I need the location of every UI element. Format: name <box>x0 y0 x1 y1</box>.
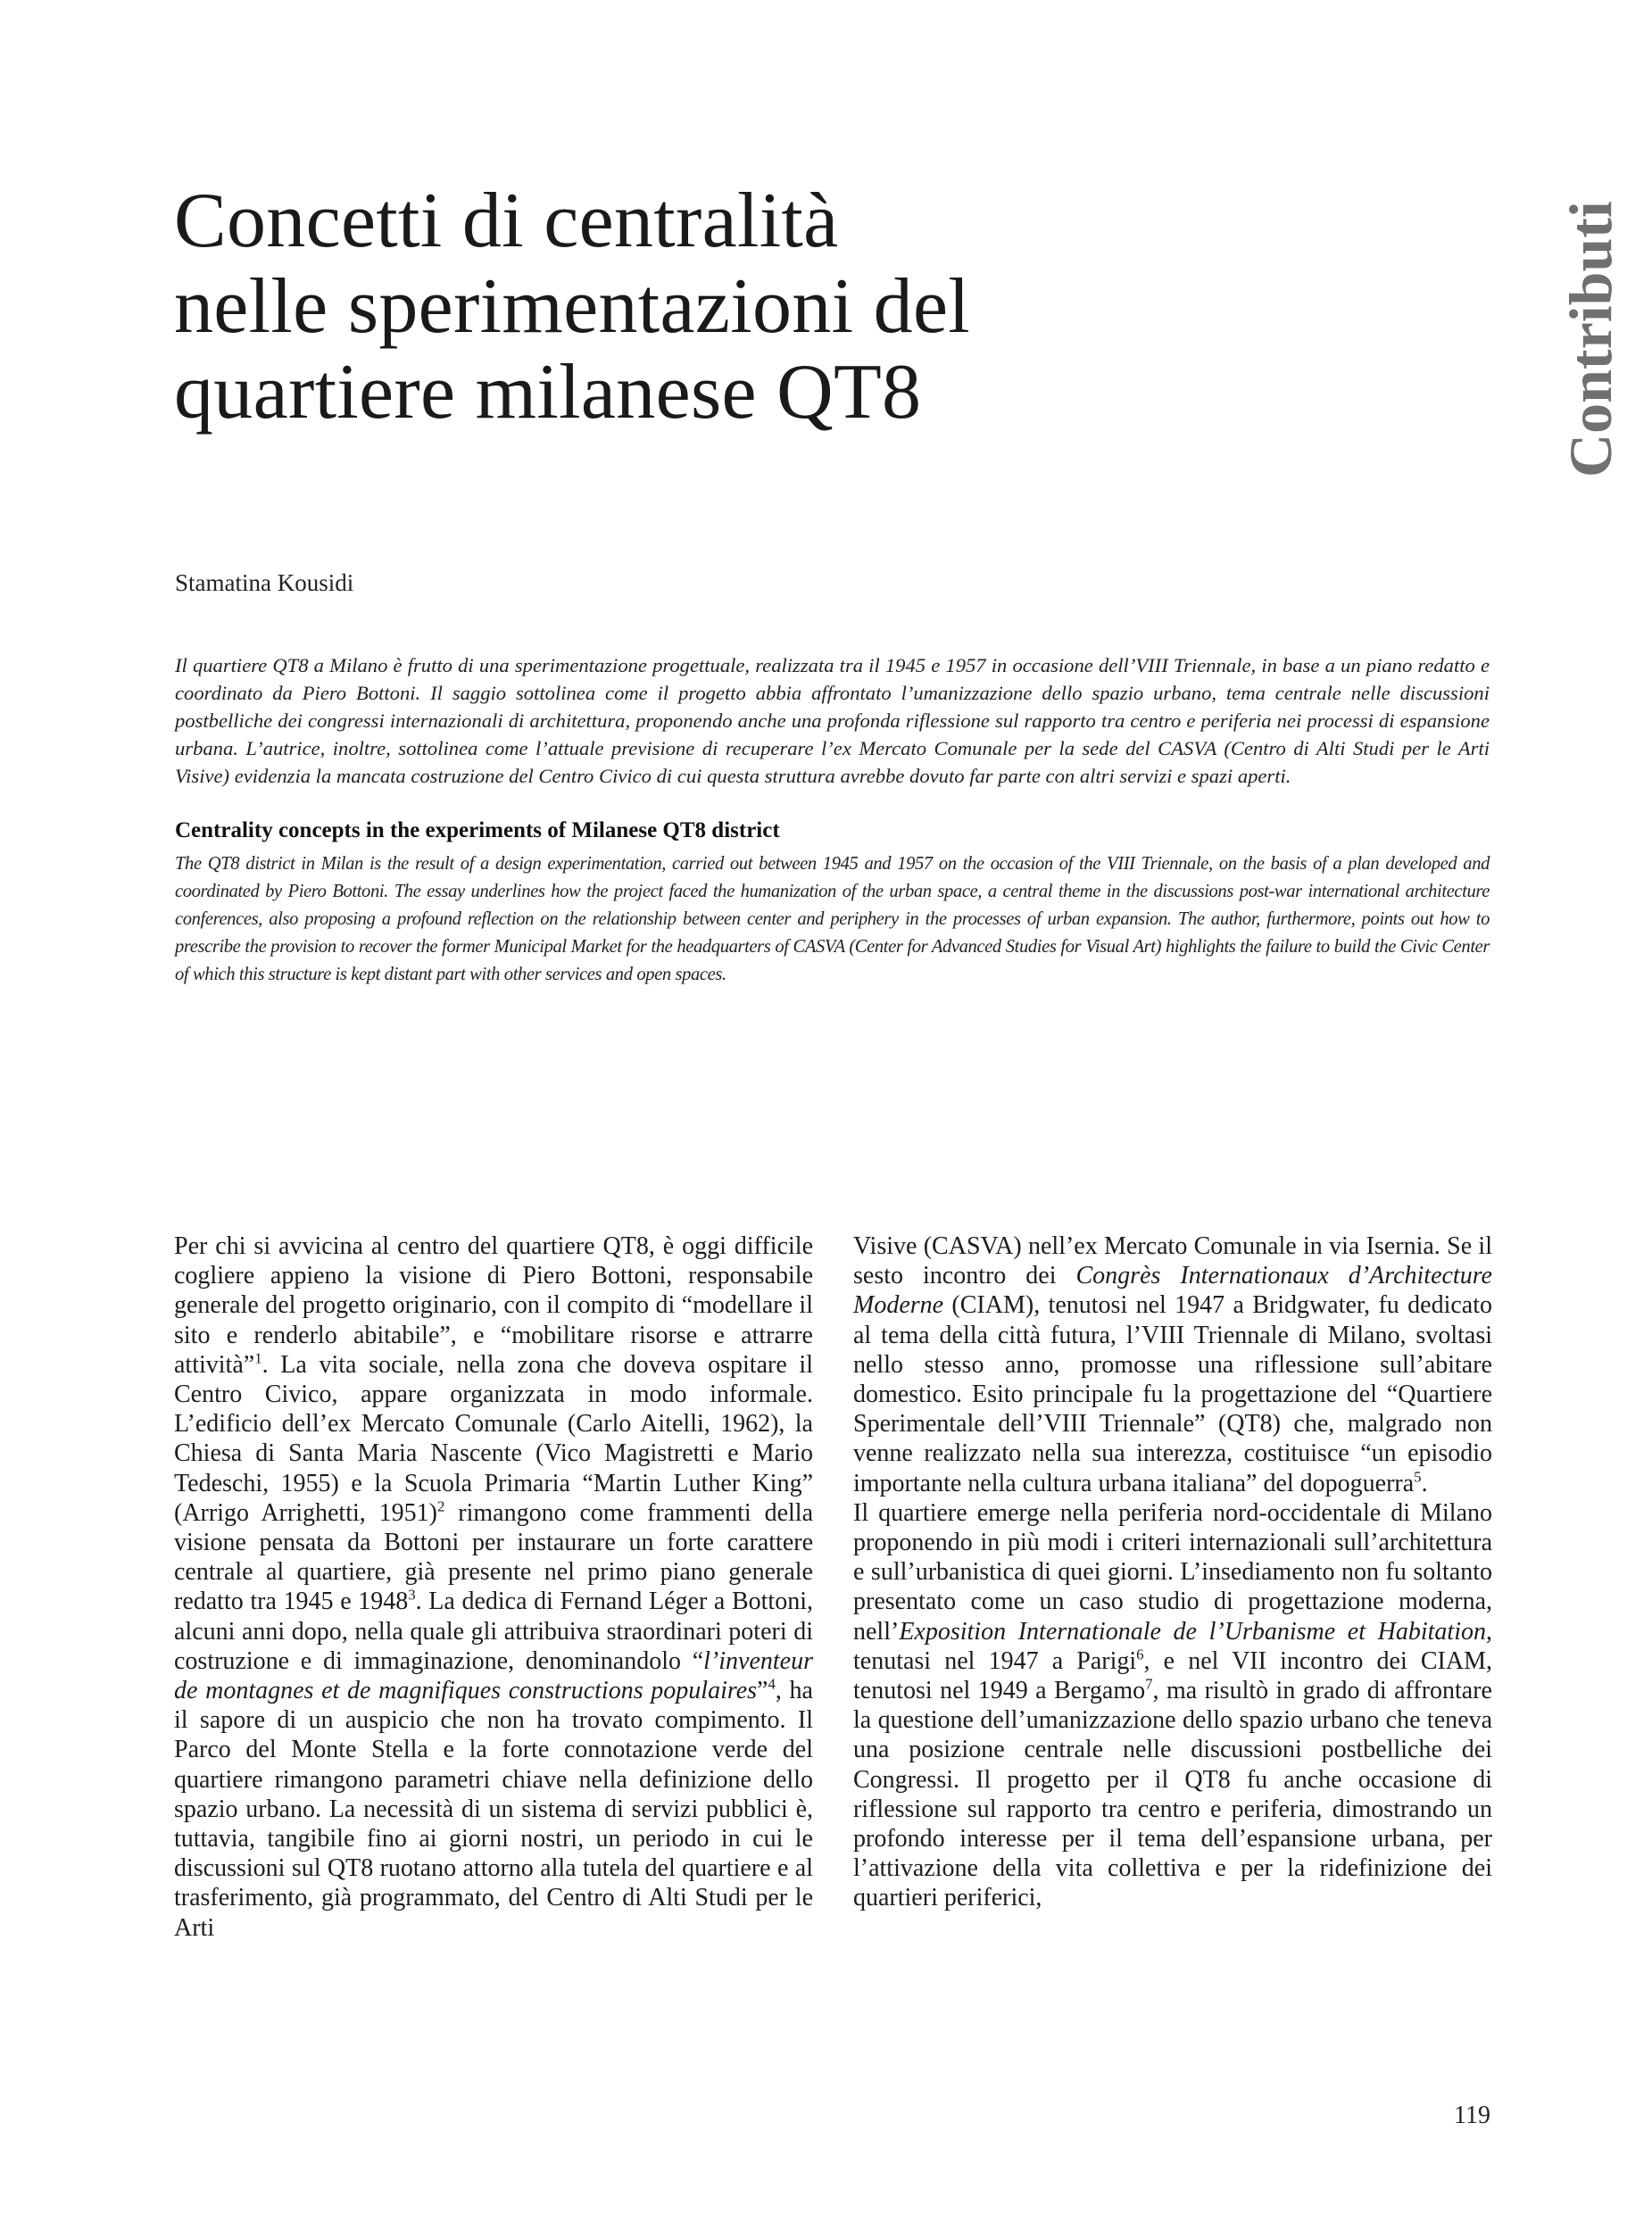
body-paragraph <box>853 1498 1492 1913</box>
abstract-english: The QT8 district in Milan is the result of a design experimentation, carried out between 1945 and 1957 on the occasion of the VIII Triennale, on the basis of a plan developed and coordinated by Piero Bottoni. The essay underlines how the project faced the humanization of the urban space, a central theme in the discussions post-war international architecture conferences, also proposing a profound reflection on the relationship between center and periphery in the processes of urban expansion. The author, furthermore, points out how to prescribe the provision to recover the former Municipal Market for the headquarters of CASVA (Center for Advanced Studies for Visual Art) highlights the failure to build the Civic Center of which this structure is kept distant part with other services and open spaces. <box>175 854 1490 984</box>
footnote-ref: 7 <box>1145 1675 1153 1693</box>
body-text: . La vita sociale, nella zona che doveva ospitare il Centro Civico, appare organizzata in modo informale. L’edificio dell’ex Mercato Comunale (Carlo Aitelli, 1962), la Chiesa di Santa Maria Nascente (Vico Magistretti e Mario Tedeschi, 1955) e la Scuola Primaria “Martin Luther King” (Arrigo Arrighetti, 1951) <box>174 1350 813 1527</box>
title-line: Concetti di centralità <box>174 178 839 264</box>
body-text: , ha il sapore di un auspicio che non ha trovato compimento. Il Parco del Monte Stella e la forte connotazione verde del quartiere rimangono parametri chiave nella definizione dello spazio urbano. La necessità di un sistema di servizi pubblici è, tuttavia, tangibile fino ai giorni nostri, un periodo in cui le discussioni sul QT8 ruotano attorno alla tutela del quartiere e al trasferimento, già programmato, del Centro di Alti Studi per le Arti <box>174 1677 813 1942</box>
footnote-ref: 6 <box>1136 1646 1144 1663</box>
footnote-ref: 5 <box>1414 1468 1422 1486</box>
body-text: , ma risultò in grado di affrontare la questione dell’umanizzazione dello spazio urbano che teneva una posizione centrale nelle discussioni postbelliche dei Congressi. Il progetto per il QT8 fu anche occasione di riflessione sul rapporto tra centro e periferia, dimostrando un profondo interesse per il tema dell’espansione urbana, per l’attivazione della vita collettiva e per la ridefinizione dei quartieri periferici, <box>853 1677 1492 1912</box>
body-text: . <box>1421 1469 1428 1497</box>
body-text: (CIAM), tenutosi nel 1947 a Bridgwater, fu dedicato al tema della città futura, l’VIII Triennale di Milano, svoltasi nello stesso anno, promosse una riflessione sull’abitare domestico. Esito principale fu la progettazione del “Quartiere Sperimentale dell’VIII Triennale” (QT8) che, malgrado non venne realizzato nella sua interezza, costituisce “un episodio importante nella cultura urbana italiana” del dopoguerra <box>853 1291 1492 1497</box>
author-name: Stamatina Kousidi <box>175 569 354 596</box>
body-column-right <box>853 1231 1492 1913</box>
footnote-ref: 2 <box>436 1497 445 1515</box>
article-title <box>174 178 1334 435</box>
abstract-italian: Il quartiere QT8 a Milano è frutto di una sperimentazione progettuale, realizzata tra il 1945 e 1957 in occasione dell’VIII Triennale, in base a un piano redatto e coordinato da Piero Bottoni. Il saggio sottolinea come il progetto abbia affrontato l’umanizzazione dello spazio urbano, tema centrale nelle discussioni postbelliche dei congressi internazionali di architettura, proponendo anche una profonda riflessione sul rapporto tra centro e periferia nei processi di espansione urbana. L’autrice, inoltre, sottolinea come l’attuale previsione di recuperare l’ex Mercato Comunale per la sede del CASVA (Centro di Alti Studi per le Arti Visive) evidenzia la mancata costruzione del Centro Civico di cui questa struttura avrebbe dovuto far parte con altri servizi e spazi aperti. <box>175 654 1490 787</box>
section-label: Contributi <box>1557 201 1624 477</box>
body-text: , tenutasi nel 1947 a Parigi <box>853 1617 1492 1675</box>
body-paragraph <box>853 1231 1492 1498</box>
emphasized-name: Congrès Internationaux d’Architecture Moderne <box>853 1262 1492 1320</box>
title-line: nelle sperimentazioni del <box>174 263 971 350</box>
title-line: quartiere milanese QT8 <box>174 349 922 435</box>
body-text: Per chi si avvicina al centro del quartiere QT8, è oggi difficile cogliere appieno la visione di Piero Bottoni, responsabile generale del progetto originario, con il compito di “modellare il sito e renderlo abitabile”, e “mobilitare risorse e attrarre attività” <box>174 1232 813 1379</box>
body-paragraph <box>174 1231 813 1943</box>
quoted-phrase: l’inventeur de montagnes et de magnifiques constructions populaires <box>174 1646 813 1705</box>
abstract-english-title: Centrality concepts in the experiments of Milanese QT8 district <box>175 818 780 842</box>
footnote-ref: 4 <box>768 1675 776 1693</box>
body-column-left <box>174 1231 813 1943</box>
body-text: . La dedica di Fernand Léger a Bottoni, alcuni anni dopo, nella quale gli attribuiva straordinari poteri di costruzione e di immaginazione, denominandolo “ <box>174 1588 813 1675</box>
body-text: Il quartiere emerge nella periferia nord-occidentale di Milano proponendo in più modi i criteri internazionali sull’architettura e sull’urbanistica di quei giorni. L’insediamento non fu soltanto presentato come un caso studio di progettazione moderna, nell’ <box>853 1498 1492 1646</box>
page-number: 119 <box>1454 2102 1490 2129</box>
footnote-ref: 3 <box>408 1587 416 1605</box>
emphasized-name: Exposition Internationale de l’Urbanisme et Habitation <box>899 1617 1486 1646</box>
body-text: Visive (CASVA) nell’ex Mercato Comunale in via Isernia. Se il sesto incontro dei <box>853 1232 1492 1290</box>
body-text: ” <box>757 1677 768 1705</box>
footnote-ref: 1 <box>254 1349 262 1367</box>
body-text: rimangono come frammenti della visione pensata da Bottoni per instaurare un forte carattere centrale al quartiere, già presente nel primo piano generale redatto tra 1945 e 1948 <box>174 1498 813 1616</box>
body-text: , e nel VII incontro dei CIAM, tenutosi nel 1949 a Bergamo <box>853 1646 1492 1705</box>
